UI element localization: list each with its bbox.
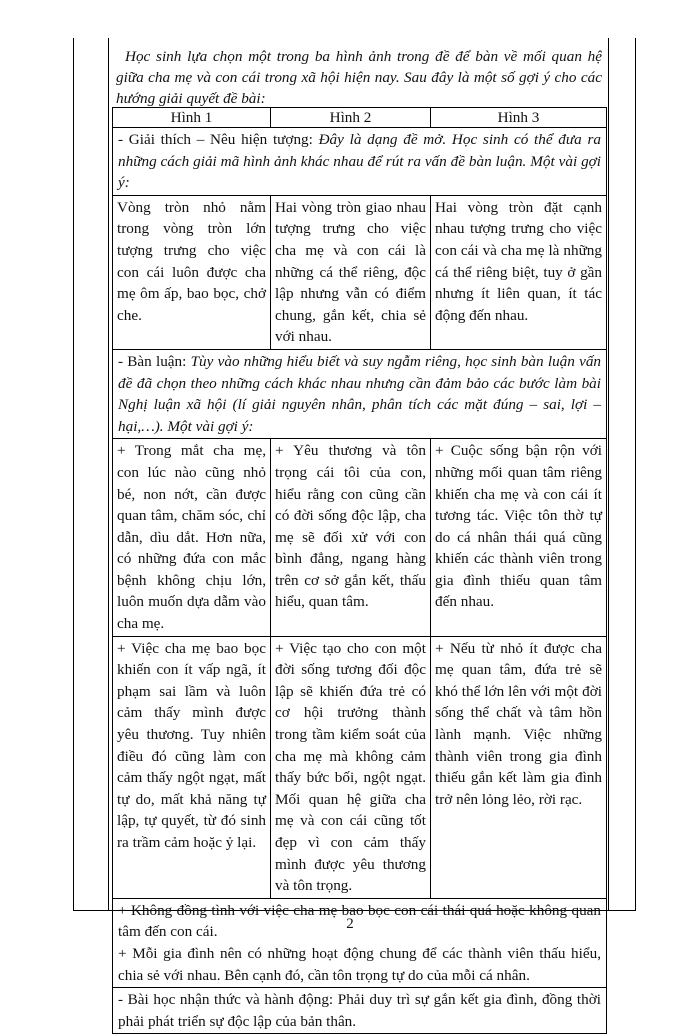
conclusion-line-2: + Mỗi gia đình nên có những hoạt động chung để các thành viên thấu hiểu, chia sẻ với nhau. Bên cạnh đó, cần tôn trọng tự do của mỗi cá nhân.	[118, 944, 601, 984]
conclusion-cell	[113, 898, 607, 987]
discuss-cell-2-1: + Việc cha mẹ bao bọc khiến con ít vấp ngã, ít phạm sai lầm và luôn cảm thấy mình được yêu thương. Tuy nhiên điều đó cũng làm con cảm thấy ngột ngạt, mất tự do, mất khả năng tự lập, tự quyết, từ đó sinh ra trầm cảm hoặc ỷ lại.	[113, 636, 271, 898]
discuss-cell-2-3: + Nếu từ nhỏ ít được cha mẹ quan tâm, đứa trẻ sẽ khó thể lớn lên với một đời sống thể chất và tâm hồn lành mạnh. Việc những thành viên trong gia đình thiếu gắn kết làm gia đình trở nên lỏng lẻo, rời rạc.	[431, 636, 607, 898]
explain-row	[113, 128, 607, 196]
lesson-cell: - Bài học nhận thức và hành động: Phải duy trì sự gắn kết gia đình, đồng thời phải phát triển sự độc lập của bản thân.	[113, 988, 607, 1034]
discuss-cells-row-2	[113, 636, 607, 898]
suggestion-table	[112, 107, 607, 1034]
lesson-row	[113, 988, 607, 1034]
explain-cell-1: Vòng tròn nhỏ nằm trong vòng tròn lớn tượng trưng cho việc con cái luôn được cha mẹ ôm ấp, bao bọc, chở che.	[113, 195, 271, 349]
explain-italic: Đây là dạng đề mở. Học sinh có thể đưa ra những cách giải mã hình ảnh khác nhau để rút ra vấn đề bàn luận. Một vài gợi ý:	[118, 131, 601, 192]
header-hinh-1: Hình 1	[113, 108, 271, 128]
discuss-cell-1-1: + Trong mắt cha mẹ, con lúc nào cũng nhỏ bé, non nớt, cần được quan tâm, chăm sóc, chỉ dẫn, dìu dắt. Hơn nữa, có những đứa con mắc bệnh không chịu lớn, luôn muốn dựa dẫm vào cha mẹ.	[113, 439, 271, 636]
discuss-lead: - Bàn luận:	[118, 352, 191, 370]
discuss-row	[113, 349, 607, 438]
discuss-heading	[113, 349, 607, 438]
header-hinh-3: Hình 3	[431, 108, 607, 128]
explain-heading	[113, 128, 607, 196]
explain-cells-row	[113, 195, 607, 349]
discuss-cells-row-1	[113, 439, 607, 636]
explain-cell-3: Hai vòng tròn đặt cạnh nhau tượng trưng cho việc con cái và cha mẹ là những cá thể riêng biệt, tuy ở gần nhưng ít liên quan, ít tác động đến nhau.	[431, 195, 607, 349]
explain-lead: - Giải thích – Nêu hiện tượng:	[118, 131, 319, 148]
answer-content	[112, 40, 606, 1034]
header-row	[113, 108, 607, 128]
discuss-italic: Tùy vào những hiểu biết và suy ngẫm riêng, học sinh bàn luận vấn đề đã chọn theo những cách khác nhau nhưng cần đảm bảo các bước làm bài Nghị luận xã hội (lí giải nguyên nhân, phân tích các mặt đúng – sai, lợi – hại,…). Một vài gợi ý:	[118, 352, 602, 435]
explain-cell-2: Hai vòng tròn giao nhau tượng trưng cho việc cha mẹ và con cái là những cá thể riêng, độc lập nhưng vẫn có điểm chung, gắn kết, chia sẻ với nhau.	[271, 195, 431, 349]
header-hinh-2: Hình 2	[271, 108, 431, 128]
discuss-cell-1-3: + Cuộc sống bận rộn với những mối quan tâm riêng khiến cha mẹ và con cái ít tương tác. Việc tôn thờ tự do cá nhân thái quá cũng khiến các thành viên trong gia đình thiếu quan tâm đến nhau.	[431, 439, 607, 636]
intro-paragraph: Học sinh lựa chọn một trong ba hình ảnh trong đề để bàn về mối quan hệ giữa cha mẹ và con cái trong xã hội hiện nay. Sau đây là một số gợi ý cho các hướng giải quyết đề bài:	[116, 48, 602, 107]
discuss-cell-1-2: + Yêu thương và tôn trọng cái tôi của con, hiểu rằng con cũng cần có đời sống độc lập, cha mẹ sẽ đối xử với con bình đẳng, ngang hàng trên cơ sở gắn kết, thấu hiểu, quan tâm.	[271, 439, 431, 636]
page-number: 2	[346, 916, 354, 932]
conclusion-row	[113, 898, 607, 987]
conclusion-line-1: + Không đồng tình với việc cha mẹ bao bọc con cái thái quá hoặc không quan tâm đến con cái.	[118, 901, 601, 941]
discuss-cell-2-2: + Việc tạo cho con một đời sống tương đối độc lập sẽ khiến đứa trẻ có cơ hội trưởng thành trong tầm kiểm soát của cha mẹ mà không cảm thấy bức bối, ngột ngạt. Mối quan hệ giữa cha mẹ và con cái cũng tốt đẹp vì con cảm thấy mình được yêu thương và tôn trọng.	[271, 636, 431, 898]
